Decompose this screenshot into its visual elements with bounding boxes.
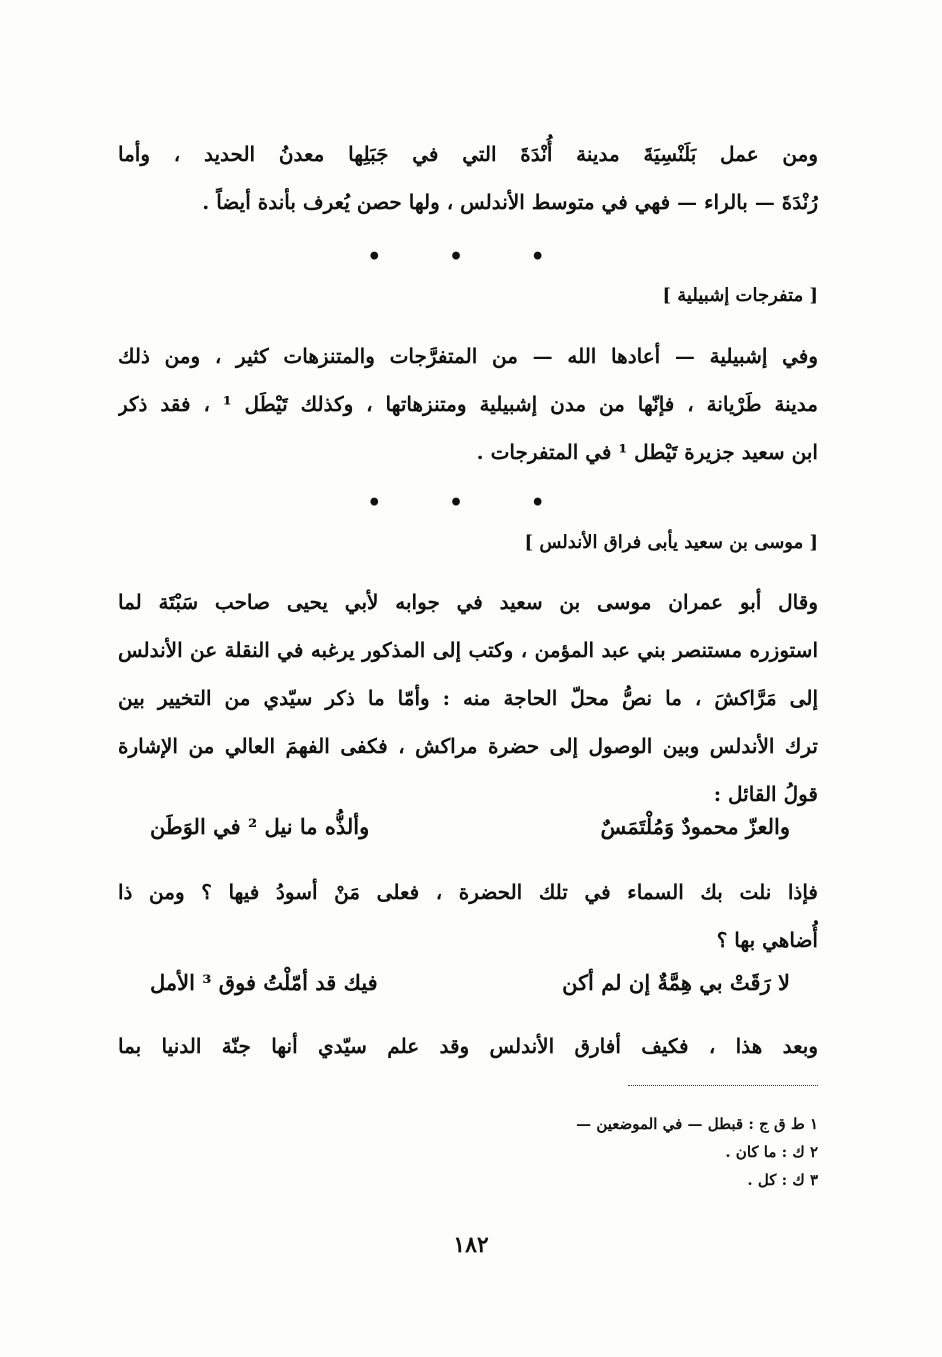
- text-line: استوزره مستنصر بني عبد المؤمن ، وكتب إلى المذكور يرغبه في النقلة عن الأندلس: [118, 638, 818, 662]
- section-separator: • • •: [367, 490, 575, 516]
- verse-hemistich: وألذُّه ما نيل ² في الوَطَن: [150, 814, 370, 839]
- verse-line: [150, 970, 790, 995]
- text-line: رُنْدَةَ — بالراء — فهي في متوسط الأندلس ، ولها حصن يُعرف بأندة أيضاً .: [202, 190, 818, 214]
- verse-hemistich: فيك قد أمّلْتُ فوق ³ الأمل: [150, 970, 378, 995]
- text-line: فإذا نلت بك السماء في تلك الحضرة ، فعلى مَنْ أسودُ فيها ؟ ومن ذا: [118, 880, 818, 904]
- text-line: إلى مَرَّاكشَ ، ما نصُّ محلّ الحاجة منه : وأمّا ما ذكر سيّدي من التخيير بين: [118, 686, 818, 710]
- paragraph-5: [118, 1022, 818, 1070]
- section-separator: • • •: [367, 244, 575, 270]
- text-line: ومن عمل بَلَنْسِيَةَ مدينة أُنْدَةَ التي في جَبَلِها معدنُ الحديد ، وأما: [118, 142, 818, 166]
- verse-hemistich: لا رَقَتْ بي هِمَّةٌ إن لم أكن: [562, 970, 790, 995]
- text-line: أُضاهي بها ؟: [716, 928, 818, 952]
- text-line: مدينة طَرْيانة ، فإنّها من مدن إشبيلية ومتنزهاتها ، وكذلك تَيْطَل ¹ ، فقد ذكر: [118, 392, 818, 416]
- text-line: ابن سعيد جزيرة تَيْطل ¹ في المتفرجات .: [476, 440, 818, 464]
- footnote: ٣ ك : كل .: [747, 1171, 818, 1189]
- text-line: قولُ القائل :: [713, 782, 818, 806]
- section-heading: [ متفرجات إشبيلية ]: [662, 285, 818, 306]
- paragraph-3: [118, 578, 818, 818]
- paragraph-4: [118, 868, 818, 964]
- section-heading: [ موسى بن سعيد يأبى فراق الأندلس ]: [524, 532, 818, 553]
- verse-hemistich: والعزّ محمودٌ وَمُلْتَمَسٌ: [600, 814, 790, 839]
- text-line: وبعد هذا ، فكيف أفارق الأندلس وقد علم سيّدي أنها جنّة الدنيا بما: [118, 1034, 818, 1058]
- verse-line: [150, 814, 790, 839]
- footnote: ٢ ك : ما كان .: [725, 1143, 818, 1161]
- page-number: ١٨٢: [453, 1232, 489, 1258]
- footnotes: [576, 1110, 818, 1194]
- text-line: وفي إشبيلية — أعادها الله — من المتفرَّجات والمتنزهات كثير ، ومن ذلك: [118, 344, 818, 368]
- footnote: ١ ط ق ج : قبطل — في الموضعين —: [576, 1115, 818, 1133]
- footnote-rule: [628, 1085, 818, 1086]
- text-line: وقال أبو عمران موسى بن سعيد في جوابه لأبي يحيى صاحب سَبْتَة لما: [118, 590, 818, 614]
- text-line: ترك الأندلس وبين الوصول إلى حضرة مراكش ، فكفى الفهمَ العالي من الإشارة: [118, 734, 818, 758]
- paragraph-2: [118, 332, 818, 476]
- paragraph-1: [118, 130, 818, 226]
